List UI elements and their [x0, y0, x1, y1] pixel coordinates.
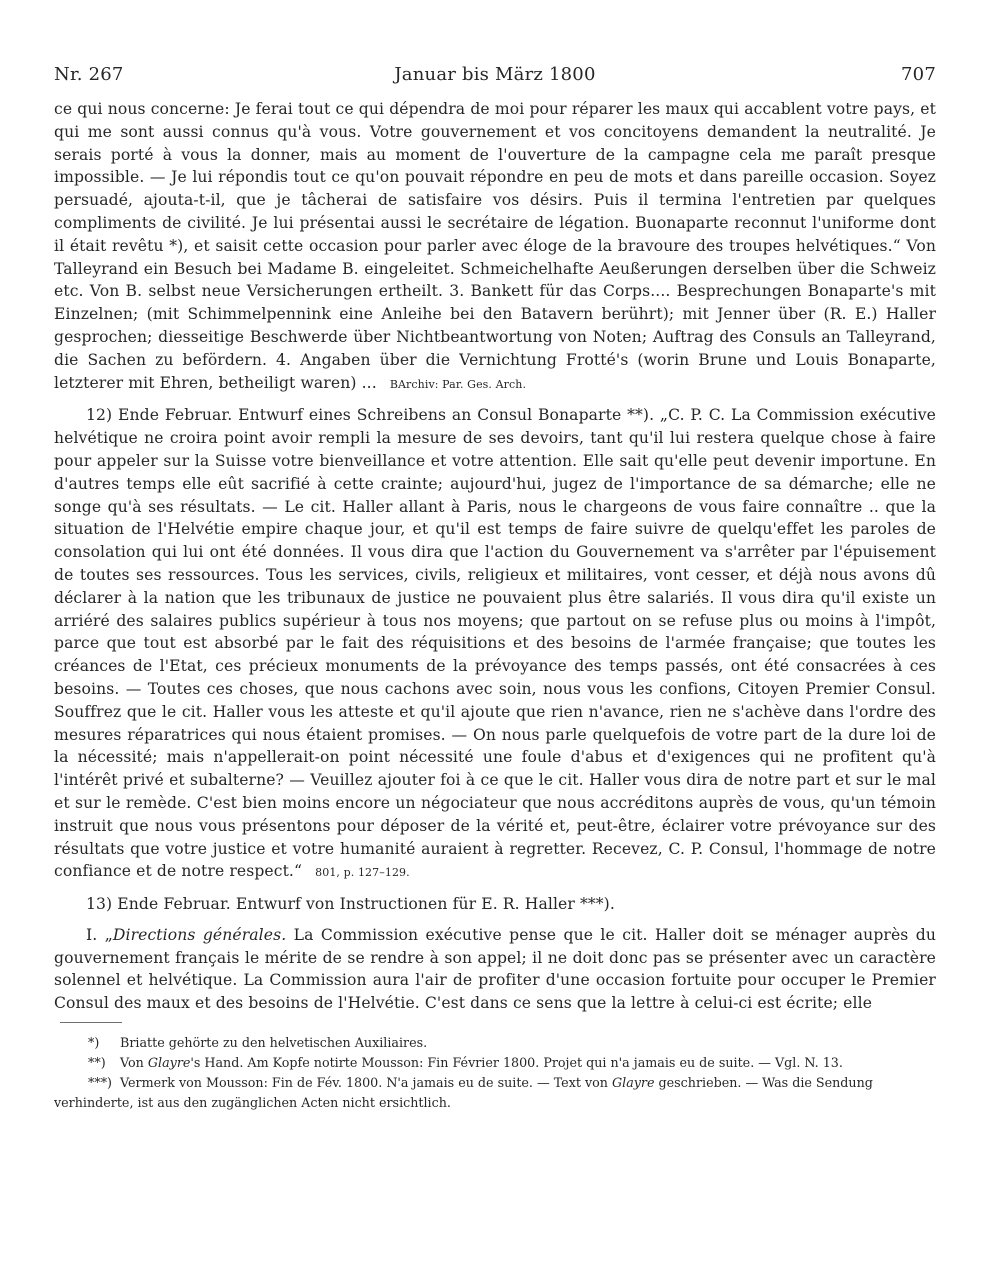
- archive-reference: [390, 372, 526, 397]
- paragraph-text: 12) Ende Februar. Entwurf eines Schreibens an Consul Bonaparte **). „C. P. C. La Commission exécutive helvétique ne croira point avoir rempli la mesure de ses devoirs, tant qu'il lui restera quelque chose à faire pour appeler sur la Suisse votre bienveillance et votre attention. Elle sait qu'elle peut devenir importune. En d'autres temps elle eût sacrifié à cette crainte; aujourd'hui, jugez de l'importance de sa démarche; elle ne songe qu'à ses résultats. — Le cit. Haller allant à Paris, nous le chargeons de vous faire connaître .. que la situation de l'Helvétie empire chaque jour, et qu'il est temps de faire suivre de quelqu'effet les paroles de consolation qui lui ont été données. Il vous dira que l'action du Gouvernement va s'arrêter par l'épuisement de toutes ses ressources. Tous les services, civils, religieux et militaires, vont cesser, et déjà nous avons dû déclarer à la nation que les tribunaux de justice ne pouvaient plus être salariés. Il vous dira qu'il existe un arriéré des salaires publics supérieur à tous nos moyens; que partout on se refuse plus ou moins à l'impôt, parce que tout est absorbé par le fait des réquisitions et des besoins de l'armée française; que toutes les créances de l'Etat, ces précieux monuments de la prévoyance des temps passés, ont été consacrées à ces besoins. — Toutes ces choses, que nous cachons avec soin, nous vous les confions, Citoyen Premier Consul. Souffrez que le cit. Haller vous les atteste et qu'il ajoute que rien n'avance, rien ne s'achève dans l'ordre des mesures réparatrices qui nous étaient promises. — On nous parle quelquefois de votre part de la dure loi de la nécessité; mais n'appellerait-on point nécessité une foule d'abus et d'exigences qui ne profitent qu'à l'intérêt privé et subalterne? — Veuillez ajouter foi à ce que le cit. Haller vous dira de notre part et sur le mal et sur le remède. C'est bien moins encore un négociateur que nous accréditons auprès de vous, qu'un témoin instruit que nous vous présentons pour déposer de la vérité et, peut-être, éclairer votre prévoyance sur des résultats que votre justice et votre humanité auraient à regretter. Recevez, C. P. Consul, l'hommage de notre confiance et de notre respect.“: [54, 406, 936, 881]
- paragraph-continued: [54, 98, 936, 396]
- archive-reference-text: BArchiv: Par. Ges. Arch.: [389, 377, 527, 391]
- footnote-text: geschrieben. — Was die Sendung verhinderte, ist aus den zugänglichen Acten nicht ersichtlich.: [54, 1075, 873, 1111]
- footnote-mark: **): [88, 1055, 106, 1071]
- paragraph-text: ce qui nous concerne: Je ferai tout ce qui dépendra de moi pour réparer les maux qui accablent votre pays, et qui me sont aussi connus qu'à vous. Votre gouvernement et vos concitoyens demandent la neutralité. Je serais porté à vous la donner, mais au moment de l'ouverture de la campagne cela me paraît presque impossible. — Je lui répondis tout ce qu'on pouvait répondre en peu de mots et dans pareille occasion. Soyez persuadé, ajouta-t-il, que je tâcherai de satisfaire vos désirs. Puis il termina l'entretien par quelques compliments de civilité. Je lui présentai aussi le secrétaire de légation. Buonaparte reconnut l'uniforme dont il était revêtu *), et saisit cette occasion pour parler avec éloge de la bravoure des troupes helvétiques.“ Von Talleyrand ein Besuch bei Madame B. eingeleitet. Schmeichelhafte Aeußerungen derselben über die Schweiz etc. Von B. selbst neue Versicherungen ertheilt. 3. Bankett für das Corps.... Besprechungen Bonaparte's mit Einzelnen; (mit Schimmelpennink eine Anleihe bei den Batavern berührt); mit Jenner über (R. E.) Haller gesprochen; diesseitige Beschwerde über Nichtbeantwortung von Noten; Auftrag des Consuls an Talleyrand, die Sachen zu befördern. 4. Angaben über die Vernichtung Frotté's (worin Brune und Louis Bonaparte, letzterer mit Ehren, betheiligt waren) ...: [54, 100, 936, 392]
- footnote-mark: *): [88, 1035, 100, 1051]
- footnote-text: Briatte gehörte zu den helvetischen Auxiliaires.: [120, 1035, 428, 1051]
- running-header: [54, 64, 936, 98]
- footnote-mark: ***): [88, 1075, 112, 1091]
- footnote-name: Glayre: [147, 1055, 191, 1071]
- footnote-text: Vermerk von Mousson: Fin de Fév. 1800. N'a jamais eu de suite. — Text von: [120, 1075, 612, 1091]
- footnote-item: [54, 1033, 936, 1053]
- paragraph-directions: [54, 924, 936, 1015]
- footnote-text: Von: [120, 1055, 148, 1071]
- paragraph-item-13: [54, 893, 936, 916]
- paragraph-item-12: [54, 404, 936, 885]
- paragraph-prefix: I. „: [86, 925, 113, 944]
- paragraph-text: 13) Ende Februar. Entwurf von Instructionen für E. R. Haller ***).: [86, 895, 615, 914]
- footnote-item: [54, 1053, 936, 1073]
- footnote-name: Glayre: [612, 1075, 655, 1091]
- source-reference: [315, 860, 410, 885]
- page-number: 707: [901, 64, 936, 85]
- directions-heading: Directions générales.: [112, 925, 287, 944]
- footnote-divider: [60, 1022, 122, 1023]
- source-reference-text: 801, p. 127–129.: [315, 866, 410, 880]
- paragraph-text: La Commission exécutive pense que le cit. Haller doit se ménager auprès du gouvernement français le mérite de se rendre à son appel; il ne doit donc pas se présenter avec un caractère solennel et helvétique. La Commission aura l'air de profiter d'une occasion fortuite pour occuper le Premier Consul des maux et des besoins de l'Helvétie. C'est dans ce sens que la lettre à celui-ci est écrite; elle: [54, 925, 936, 1013]
- page-title: Januar bis März 1800: [394, 64, 596, 85]
- document-number: Nr. 267: [54, 64, 124, 85]
- footnotes: [54, 1033, 936, 1113]
- footnote-item: [54, 1073, 936, 1113]
- footnote-text: 's Hand. Am Kopfe notirte Mousson: Fin Février 1800. Projet qui n'a jamais eu de suite. — Vgl. N. 13.: [190, 1055, 843, 1071]
- main-text: [54, 98, 936, 1015]
